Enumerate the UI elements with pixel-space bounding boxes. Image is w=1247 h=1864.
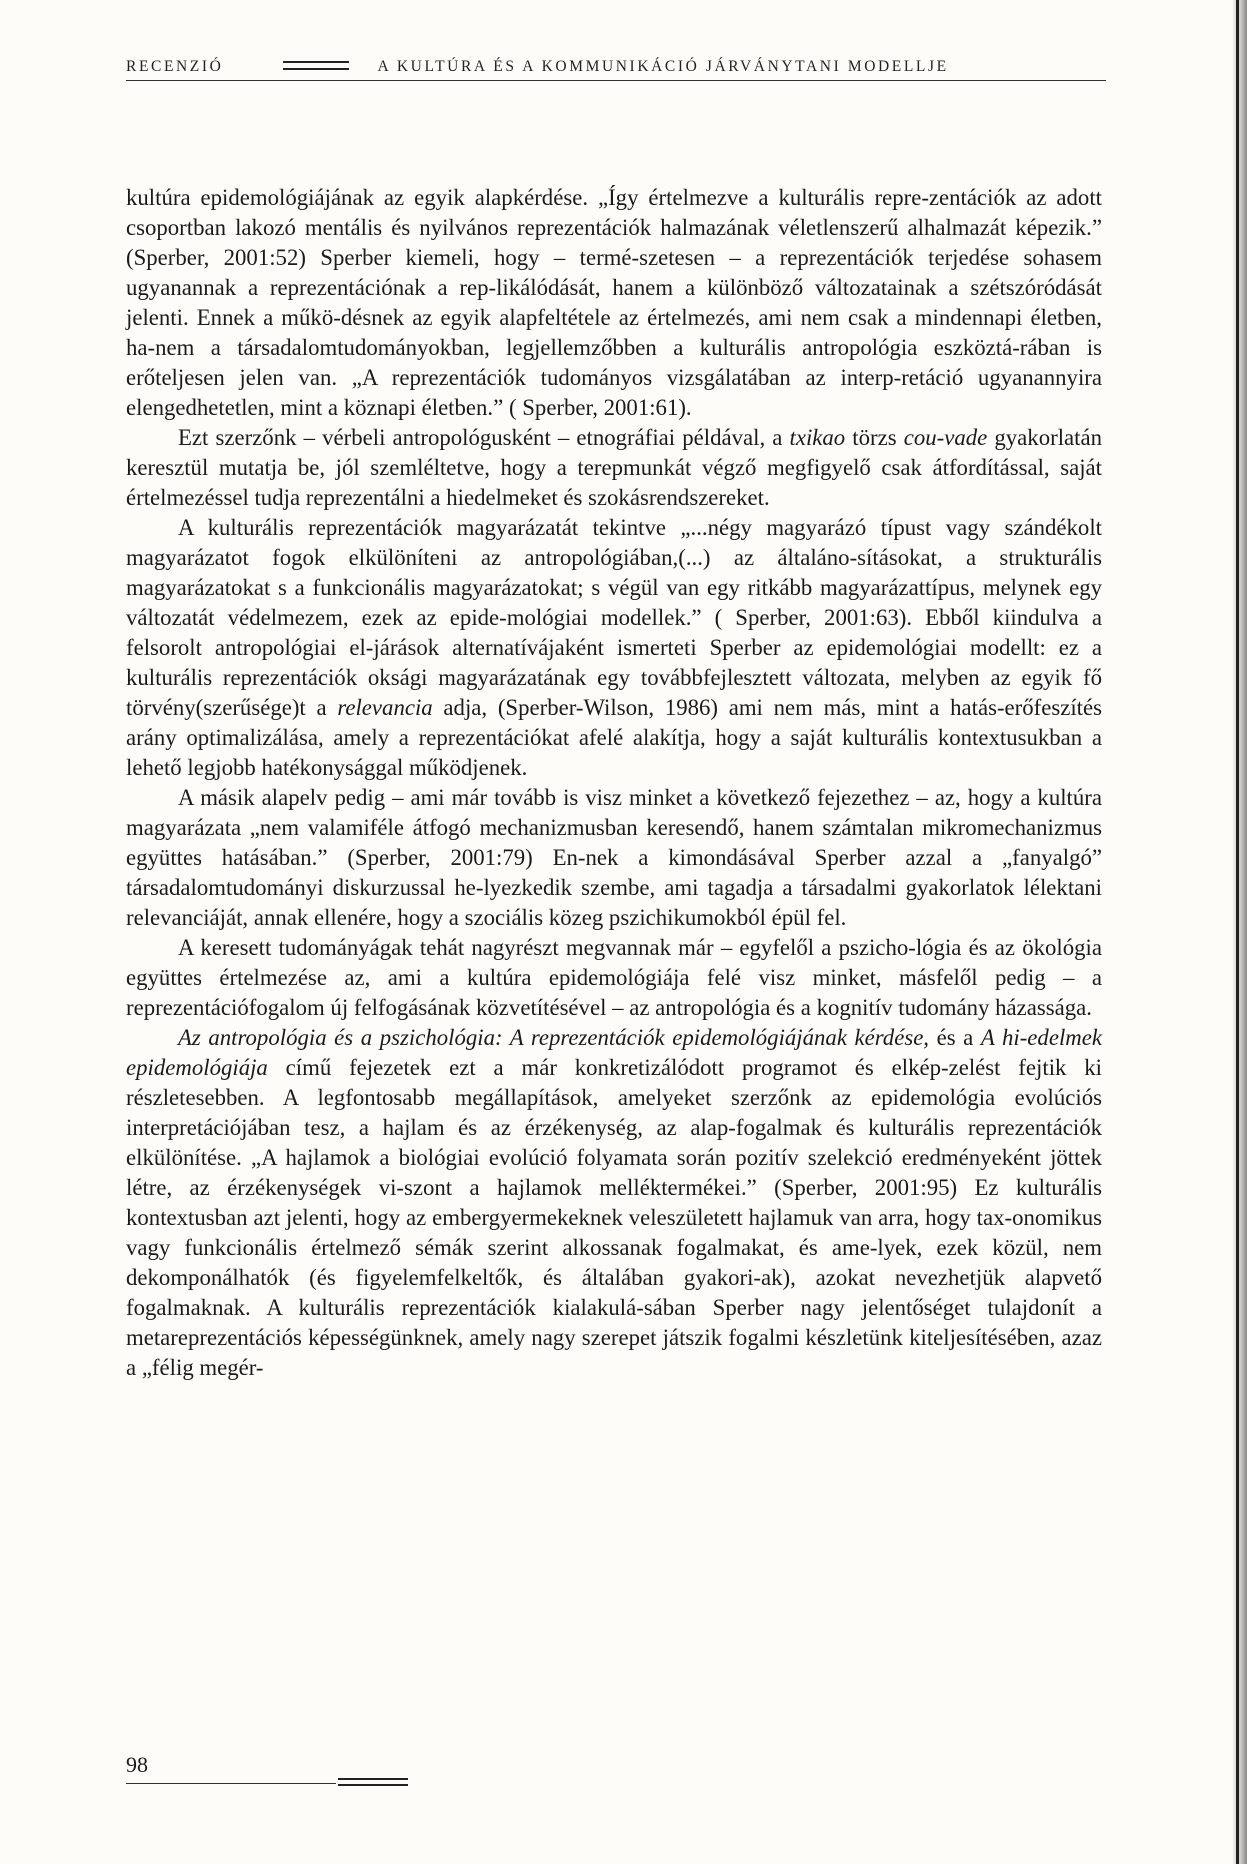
- italic-text: cou-vade: [903, 425, 988, 450]
- paragraph: [126, 183, 1102, 423]
- paragraph-text: törzs: [845, 425, 904, 450]
- header-ornament-rule: [283, 61, 349, 70]
- paragraph: [126, 513, 1102, 783]
- paragraph-text: kultúra epidemológiájának az egyik alapkérdése. „Így értelmezve a kulturális repre-zentációk az adott csoportban lakozó mentális és nyilvános reprezentációk halmazának véletlenszerű alhalmazát képezik.” (Sperber, 2001:52) Sperber kiemeli, hogy – termé-szetesen – a reprezentációk terjedése sohasem ugyanannak a reprezentációnak a rep-likálódását, hanem a különböző változatainak a szétszóródását jelenti. Ennek a műkö-désnek az egyik alapfeltétele az értelmezés, ami nem csak a mindennapi életben, ha-nem a társadalomtudományokban, legjellemzőbben a kulturális antropológia eszköztá-rában is erőteljesen jelen van. „A reprezentációk tudományos vizsgálatában az interp-retáció ugyanannyira elengedhetetlen, mint a köznapi életben.” ( Sperber, 2001:61).: [126, 185, 1102, 420]
- paragraph: [126, 933, 1102, 1023]
- footer-ornament-rule: [338, 1778, 408, 1786]
- paragraph: [126, 423, 1102, 513]
- paragraph-text: adja, (Sperber-Wilson, 1986) ami nem más, mint a hatás-erőfeszítés arány optimalizálása, amely a reprezentációkat afelé alakítja, hogy a saját kulturális kontextusukban a lehető legjobb hatékonysággal működjenek.: [126, 695, 1102, 780]
- running-head-title: A KULTÚRA ÉS A KOMMUNIKÁCIÓ JÁRVÁNYTANI MODELLJE: [377, 58, 949, 75]
- body-text: [126, 183, 1102, 1383]
- paragraph: [126, 783, 1102, 933]
- paragraph-text: A kulturális reprezentációk magyarázatát tekintve „...négy magyarázó típust vagy szándékolt magyarázatot fogok elkülöníteni az antropológiában,(...) az általáno-sításokat, a strukturális magyarázatokat s a funkcionális magyarázatokat; s végül van egy ritkább magyarázattípus, melynek egy változatát védelmezem, ezek az epide-mológiai modellek.” ( Sperber, 2001:63). Ebből kiindulva a felsorolt antropológiai el-járások alternatívájaként ismerteti Sperber az epidemológiai modellt: ez a kulturális reprezentációk oksági magyarázatának egy továbbfejlesztett változata, melyben az egyik fő törvény(szerűsége)t a: [126, 515, 1102, 720]
- italic-text: A hi-edelmek epidemológiája: [126, 1025, 1102, 1080]
- binding-shadow-line: [1236, 0, 1239, 1864]
- page-number: 98: [126, 1752, 148, 1777]
- running-head-section: RECENZIÓ: [126, 58, 224, 75]
- italic-text: txikao: [789, 425, 846, 450]
- paragraph-text: A keresett tudományágak tehát nagyrészt megvannak már – egyfelől a pszicho-lógia és az ökológia együttes értelmezése az, ami a kultúra epidemológiája felé visz minket, másfelől pedig – a reprezentációfogalom új felfogásának közvetítésével – az antropológia és a kognitív tudomány házassága.: [126, 935, 1102, 1020]
- italic-text: relevancia: [337, 695, 433, 720]
- paragraph-text: gyakorlatán keresztül mutatja be, jól szemléltetve, hogy a terepmunkát végző megfigyelő csak átfordítással, saját értelmezéssel tudja reprezentálni a hiedelmeket és szokásrendszereket.: [126, 425, 1102, 510]
- paragraph-text: Ezt szerzőnk – vérbeli antropológusként – etnográfiai példával, a: [178, 425, 790, 450]
- italic-text: Az antropológia és a pszichológia: A reprezentációk epidemológiájának kérdése,: [178, 1025, 930, 1050]
- footer-rule: [126, 1783, 336, 1784]
- paragraph-text: című fejezetek ezt a már konkretizálódott programot és elkép-zelést fejtik ki részletesebben. A legfontosabb megállapítások, amelyeket szerzőnk az epidemológia evolúciós interpretációjában tesz, a hajlam és az érzékenység, az alap-fogalmak és kulturális reprezentációk elkülönítése. „A hajlamok a biológiai evolúció folyamata során pozitív szelekció eredményeként jöttek létre, az érzékenységek vi-szont a hajlamok melléktermékei.” (Sperber, 2001:95) Ez kulturális kontextusban azt jelenti, hogy az embergyermekeknek veleszületett hajlamuk van arra, hogy tax-onomikus vagy funkcionális értelmező sémák szerint alkossanak fogalmakat, és ame-lyek, ezek közül, nem dekomponálhatók (és figyelemfelkeltők, és általában gyakori-ak), azokat nevezhetjük alapvető fogalmaknak. A kulturális reprezentációk kialakulá-sában Sperber nagy jelentőséget tulajdonít a metareprezentációs képességünknek, amely nagy szerepet játszik fogalmi készletünk kiteljesítésében, azaz a „félig megér-: [126, 1055, 1102, 1380]
- header-underline: [126, 80, 1106, 81]
- running-head: [126, 58, 1106, 76]
- paragraph-text: és a: [929, 1025, 981, 1050]
- paragraph: [126, 1023, 1102, 1383]
- paragraph-text: A másik alapelv pedig – ami már tovább is visz minket a következő fejezethez – az, hogy a kultúra magyarázata „nem valamiféle átfogó mechanizmusban keresendő, hanem számtalan mikromechanizmus együttes hatásában.” (Sperber, 2001:79) En-nek a kimondásával Sperber azzal a „fanyalgó” társadalomtudományi diskurzussal he-lyezkedik szembe, ami tagadja a társadalmi gyakorlatok lélektani relevanciáját, annak ellenére, hogy a szociális közeg pszichikumokból épül fel.: [126, 785, 1102, 930]
